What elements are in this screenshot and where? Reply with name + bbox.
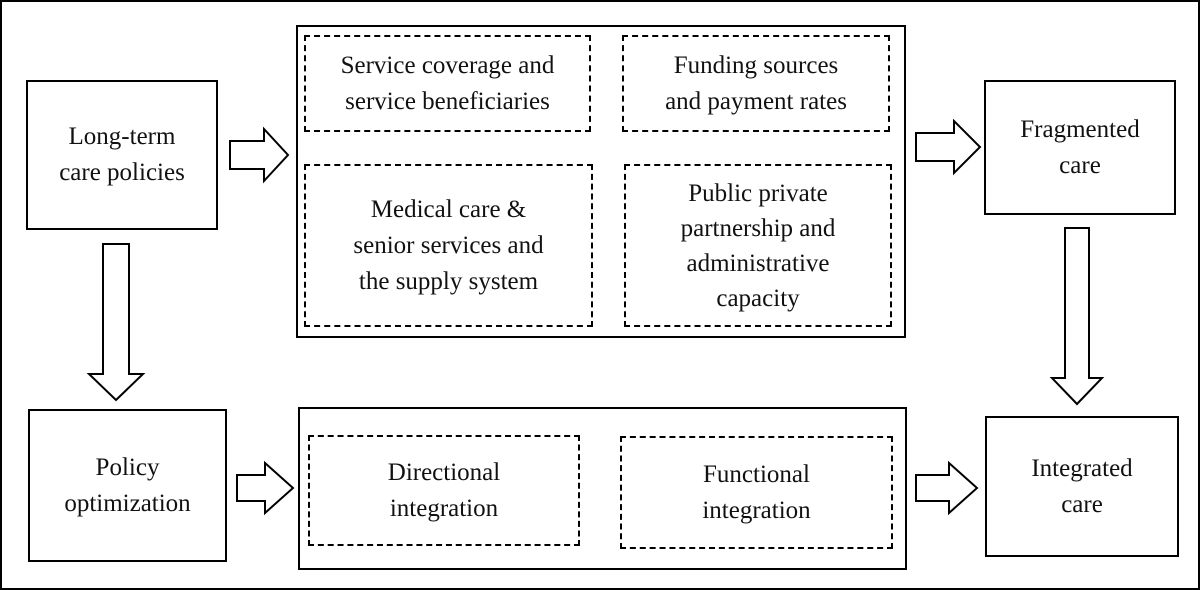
arrow-right-icon (237, 463, 293, 513)
arrow-right-icon (230, 129, 288, 181)
long-term-care-policies-label: Long-term care policies (59, 123, 185, 186)
arrow-right-icon (916, 121, 980, 173)
arrow-down-icon (1052, 228, 1102, 404)
functional-integration-label: Functional integration (702, 460, 811, 524)
funding-sources-label: Funding sources and payment rates (665, 51, 847, 115)
fragmented-care-label: Fragmented care (1020, 115, 1140, 179)
integrated-care-label: Integrated care (1031, 454, 1133, 518)
arrow-right-icon (916, 463, 977, 513)
policy-optimization-label: Policy optimization (64, 453, 191, 517)
medical-care-label: Medical care & senior services and the supply system (353, 195, 544, 295)
directional-integration-label: Directional integration (387, 458, 501, 522)
service-coverage-label: Service coverage and service beneficiaries (340, 51, 555, 115)
flow-arrows (2, 2, 1198, 588)
arrow-down-icon (89, 244, 143, 400)
public-private-label: Public private partnership and administrative capacity (680, 179, 836, 312)
